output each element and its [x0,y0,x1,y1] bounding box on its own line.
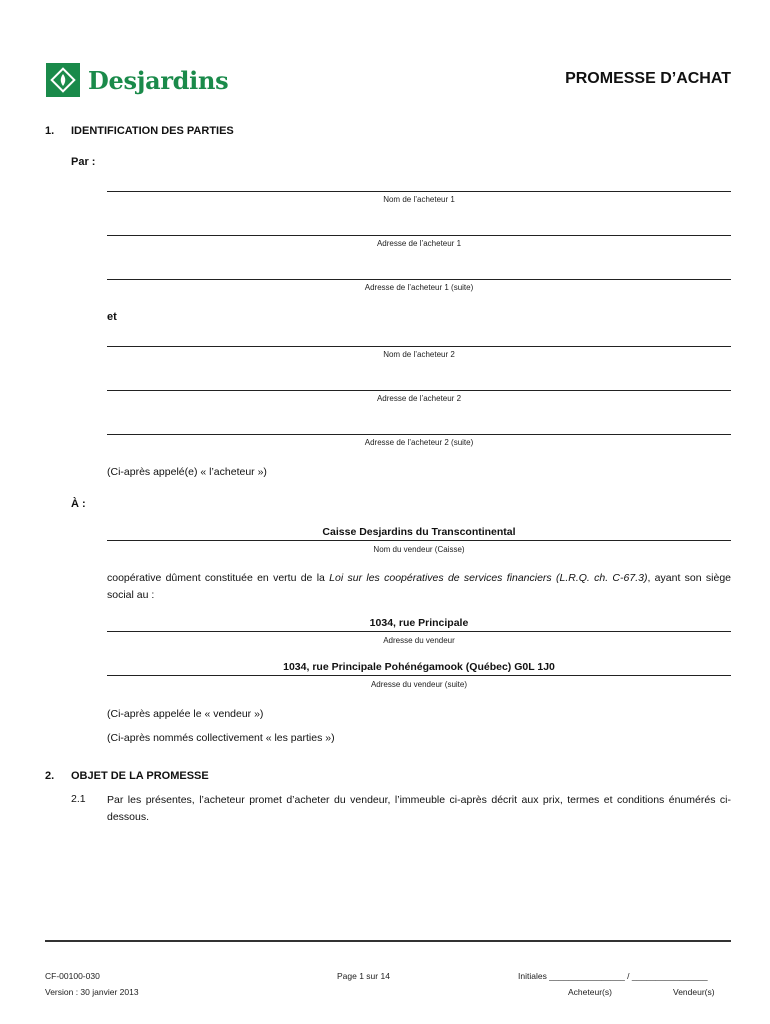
buyer2-name-line[interactable] [107,346,731,347]
clause-2-1-number: 2.1 [71,793,86,805]
seller-address2-value: 1034, rue Principale Pohénégamook (Québec) G0L 1J0 [283,661,555,673]
buyers-initials-label: Acheteur(s) [568,987,612,997]
seller-address-value: 1034, rue Principale [369,617,469,629]
desjardins-logo [46,61,236,99]
section-2-title: OBJET DE LA PROMESSE [71,770,209,782]
clause-2-1-text: Par les présentes, l’acheteur promet d’acheter du vendeur, l’immeuble ci-après décrit aux prix, termes et conditions énumérés ci-dessous. [107,794,731,823]
buyer1-address-caption: Adresse de l’acheteur 1 [376,239,462,248]
desjardins-emblem-icon [46,63,80,97]
seller-address2-line[interactable] [107,675,731,676]
coop-text-end: , ayant son siège social au : [107,572,731,601]
section-1-title: IDENTIFICATION DES PARTIES [71,125,234,137]
section-1-number: 1. [45,125,55,137]
seller-address-line[interactable] [107,631,731,632]
to-label: À : [71,498,86,510]
seller-name-line[interactable] [107,540,731,541]
seller-note: (Ci-après appelée le « vendeur ») [107,708,264,720]
buyer1-name-line[interactable] [107,191,731,192]
and-label: et [107,311,117,323]
footer-divider [45,940,731,942]
buyer1-name-caption: Nom de l’acheteur 1 [383,195,455,204]
seller-name-value: Caisse Desjardins du Transcontinental [322,526,516,538]
coop-paragraph [107,570,731,604]
document-title: PROMESSE D’ACHAT [565,70,731,87]
buyer1-address2-caption: Adresse de l’acheteur 1 (suite) [364,283,474,292]
buyer2-name-caption: Nom de l’acheteur 2 [383,350,455,359]
buyer2-address-line[interactable] [107,390,731,391]
par-label: Par : [71,156,96,168]
coop-text-start: coopérative dûment constituée en vertu de la [107,572,330,584]
coop-law-title: Loi sur les coopératives de services financiers (L.R.Q. ch. C-67.3) [329,572,648,584]
initials-field[interactable]: Initiales ________________ / ________________ [518,971,708,981]
buyer2-address2-line[interactable] [107,434,731,435]
buyer2-address2-caption: Adresse de l’acheteur 2 (suite) [364,438,474,447]
section-2-number: 2. [45,770,55,782]
seller-address2-caption: Adresse du vendeur (suite) [370,680,468,689]
buyer-note: (Ci-après appelé(e) « l’acheteur ») [107,466,267,478]
version-date: Version : 30 janvier 2013 [45,987,139,997]
parties-note: (Ci-après nommés collectivement « les parties ») [107,732,335,744]
seller-name-caption: Nom du vendeur (Caisse) [373,545,465,554]
buyer1-address-line[interactable] [107,235,731,236]
buyer2-address-caption: Adresse de l’acheteur 2 [376,394,462,403]
form-code: CF-00100-030 [45,971,100,981]
sellers-initials-label: Vendeur(s) [673,987,715,997]
seller-address-caption: Adresse du vendeur [383,636,455,645]
page-number: Page 1 sur 14 [337,971,390,981]
logo-text: Desjardins [88,65,229,95]
buyer1-address2-line[interactable] [107,279,731,280]
